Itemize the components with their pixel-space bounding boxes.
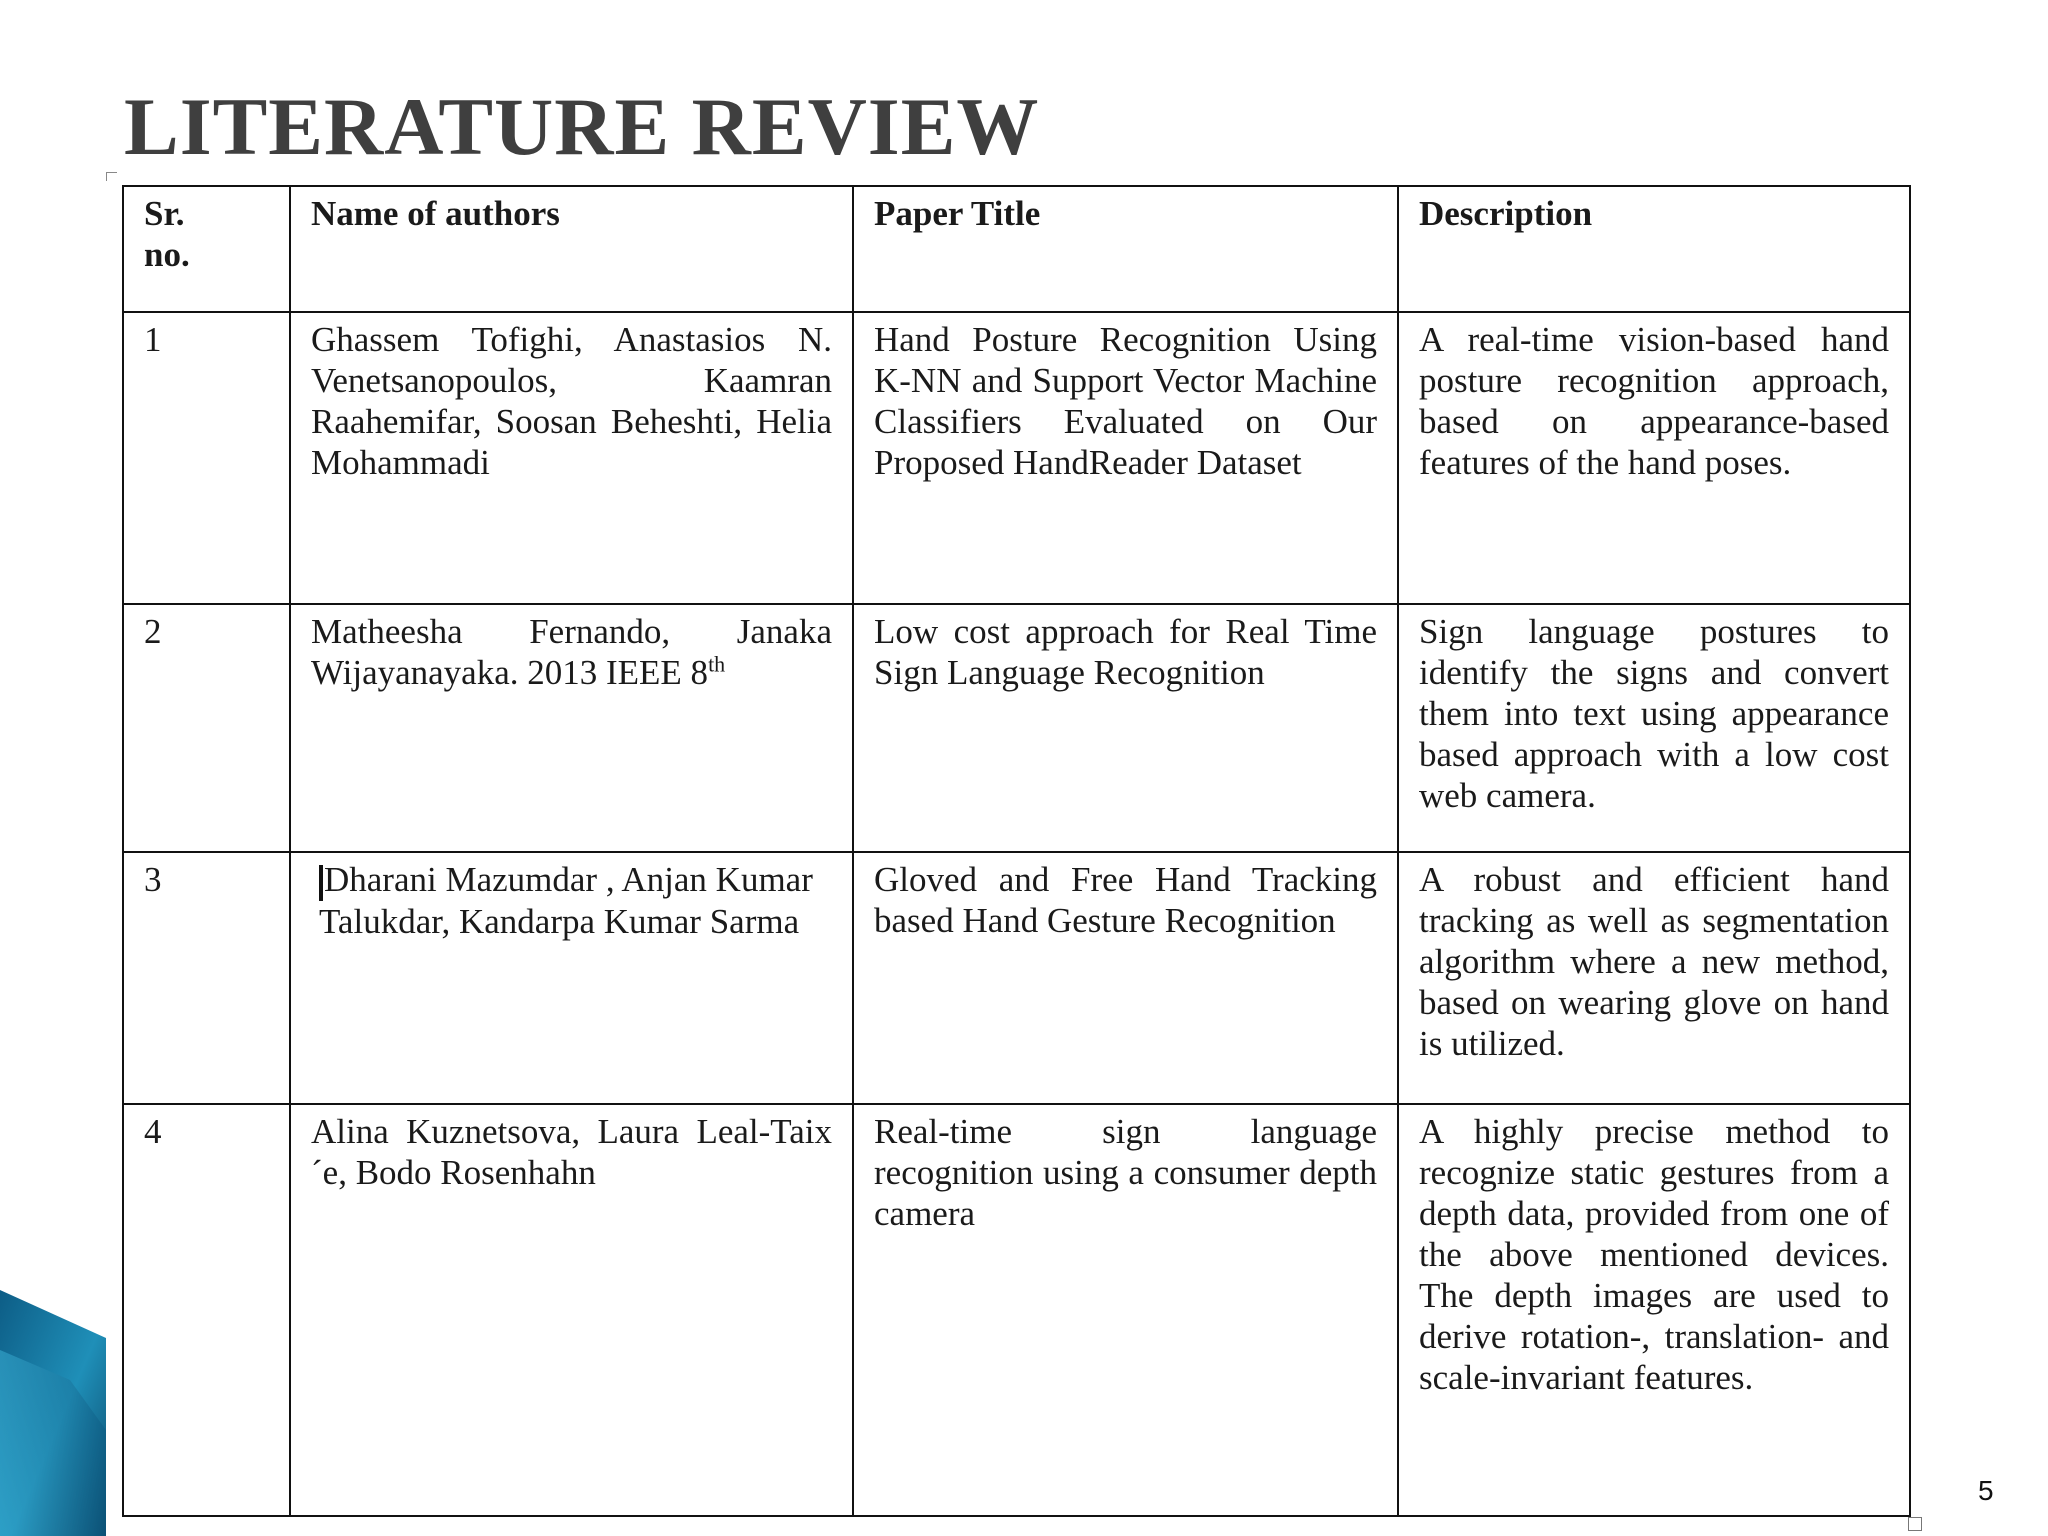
header-description: Description <box>1398 186 1910 312</box>
row-paper-title: Real-time sign language recognition using a consumer depth camera <box>853 1104 1398 1516</box>
row-authors: Ghassem Tofighi, Anastasios N. Venetsanopoulos, Kaamran Raahemifar, Soosan Beheshti, Helia Mohammadi <box>290 312 853 604</box>
table-row <box>123 852 1910 1104</box>
row-description: A robust and efficient hand tracking as well as segmentation algorithm where a new method, based on wearing glove on hand is utilized. <box>1398 852 1910 1104</box>
page-number: 5 <box>1978 1475 1994 1506</box>
row-description: Sign language postures to identify the signs and convert them into text using appearance based approach with a low cost web camera. <box>1398 604 1910 852</box>
row-description: A highly precise method to recognize static gestures from a depth data, provided from one of the above mentioned devices. The depth images are used to derive rotation-, translation- and scale-invariant features. <box>1398 1104 1910 1516</box>
decorative-blue-shape <box>0 1290 106 1536</box>
slide-title: LITERATURE REVIEW <box>124 81 1040 172</box>
table-row <box>123 1104 1910 1516</box>
table-row <box>123 312 1910 604</box>
row-authors-text[interactable]: Dharani Mazumdar , Anjan Kumar Talukdar, Kandarpa Kumar Sarma <box>319 860 813 941</box>
text-cursor <box>319 865 323 901</box>
row-sr: 4 <box>123 1104 290 1516</box>
superscript: th <box>708 651 726 677</box>
table-row <box>123 604 1910 852</box>
table-header-row <box>123 186 1910 312</box>
row-paper-title: Gloved and Free Hand Tracking based Hand Gesture Recognition <box>853 852 1398 1104</box>
row-paper-title: Low cost approach for Real Time Sign Language Recognition <box>853 604 1398 852</box>
header-authors: Name of authors <box>290 186 853 312</box>
row-sr: 3 <box>123 852 290 1104</box>
literature-table-container <box>122 185 1909 1515</box>
header-sr-no: Sr. no. <box>123 186 290 312</box>
row-sr: 1 <box>123 312 290 604</box>
row-sr: 2 <box>123 604 290 852</box>
row-authors <box>290 604 853 852</box>
row-authors: Alina Kuznetsova, Laura Leal-Taix´e, Bodo Rosenhahn <box>290 1104 853 1516</box>
row-description: A real-time vision-based hand posture recognition approach, based on appearance-based features of the hand poses. <box>1398 312 1910 604</box>
table-move-handle[interactable] <box>106 172 117 181</box>
table-resize-handle[interactable] <box>1908 1517 1922 1531</box>
row-authors <box>290 852 853 1104</box>
row-paper-title: Hand Posture Recognition Using K-NN and Support Vector Machine Classifiers Evaluated on Our Proposed HandReader Dataset <box>853 312 1398 604</box>
header-paper-title: Paper Title <box>853 186 1398 312</box>
literature-table <box>122 185 1911 1517</box>
row-authors-text: Matheesha Fernando, Janaka Wijayanayaka. 2013 IEEE 8 <box>311 612 832 692</box>
